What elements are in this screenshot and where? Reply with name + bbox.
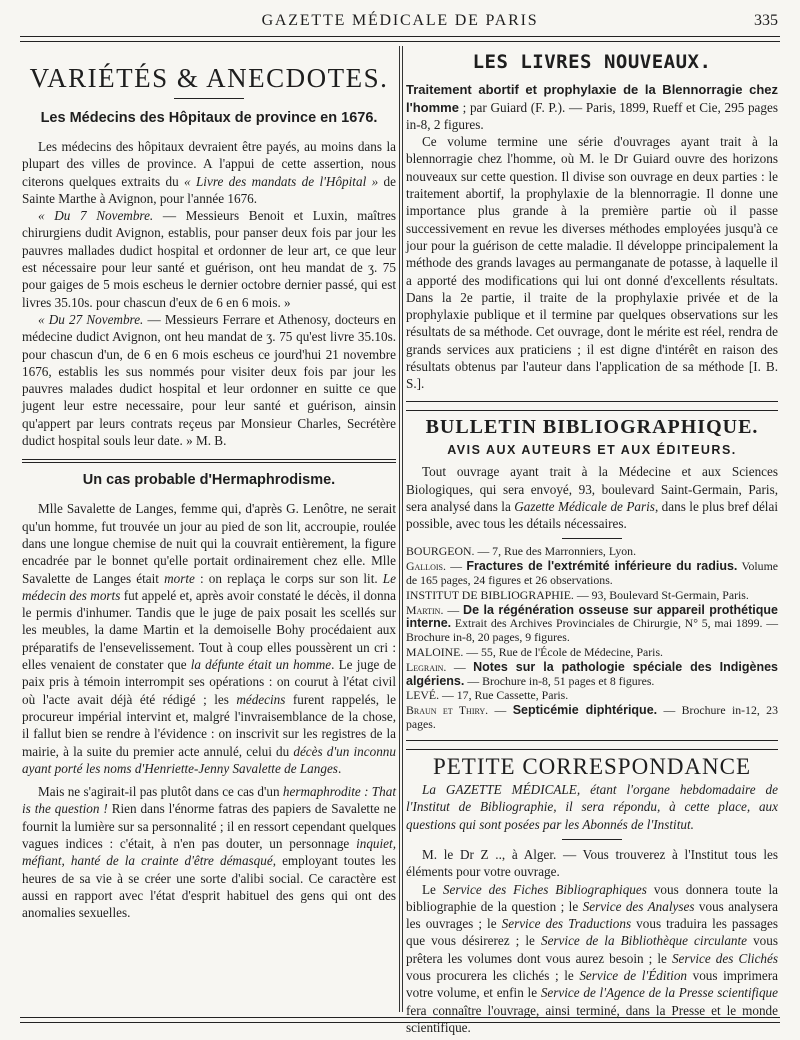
entry-details: Extrait des Archives Provinciales de Chirurgie, N° 5, mai 1899. — Brochure in-8, 20 pages, 9 figures.	[406, 616, 778, 645]
header-rule	[20, 36, 780, 37]
article-title-hermaphrodisme: Un cas probable d'Hermaphrodisme.	[82, 472, 336, 489]
section-divider-2	[406, 740, 778, 741]
book-entry: Traitement abortif et prophylaxie de la Blennorragie chez l'homme ; par Guiard (F. P.). — Paris, 1899, Rueff et Cie, 295 pages in-8, 2 figures.	[406, 82, 778, 132]
entry-details: — Brochure in-8, 51 pages et 8 figures.	[464, 673, 655, 688]
petite-paragraph-2: Le Service des Fiches Bibliographiques vous donnera toute la bibliographie de la question ; le Service des Analyses vous analysera les ouvrages ; le Service des Traductions vous traduira les passages que vous désirerez ; le Service de la Bibliothèque circulante vous prêtera les volumes dont vous aurez besoin ; le Service des Clichés vous procurera les clichés ; le Service de l'Édition vous imprimera votre volume, et enfin le Service de l'Agence de la Presse scientifique fera connaître l'ouvrage, ainsi terminé, dans la Presse et le monde scientifique.	[406, 881, 779, 1035]
bibliography-entry: Legrain. — Notes sur la pathologie spéciale des Indigènes algériens. — Brochure in-8, 51 pages et 8 figures.	[406, 659, 778, 688]
section-title-petite-correspondance: PETITE CORRESPONDANCE	[432, 753, 752, 779]
article1-paragraph-3: « Du 27 Novembre. — Messieurs Ferrare et Athenosy, docteurs en médecine dudict Avignon, ont heu mandat de ʒ. 75 qu'est livre 35.10s. pour chascun d'un, de 6 en 6 mois escheus ce jourd'hui 21 novembre 1676, establis les sus nommés pour visiter deux fois par jour les pauvres malades dudict hospital et leur ordonner en suitte ce que jugent leur estre necessaire, pour leur santé et guérison, ainsin qu'appert par leurs contrats reçeus par Monsieur Charles, Secrétère dudict hospital souls leur date. » M. B.	[22, 311, 396, 449]
publisher-line: MALOINE. — 55, Rue de l'École de Médecine, Paris.	[406, 645, 664, 659]
entry-title: Fractures de l'extrémité inférieure du radius.	[466, 559, 738, 574]
column-separator-2	[402, 46, 403, 1012]
bibliography-entry: Gallois. — Fractures de l'extrémité inférieure du radius. Volume de 165 pages, 24 figures et 26 observations.	[406, 559, 778, 588]
header-rule-thin	[20, 41, 780, 42]
entry-author: Martin.	[406, 602, 444, 617]
article1-paragraph-2: « Du 7 Novembre. — Messieurs Benoit et Luxin, maîtres chirurgiens dudit Avignon, establis, pour panser deux fois par jour les pauvres mallades dudict hospital et ordonner de leur art, ce que leur est nécessaire pour leur santé et guérison, ont heu mandat de ʒ. 75 pour gaiges de 5 mois escheus le dernier octobre dernier passé, qui est livres 35.10s. pour chascun d'eux de 6 en 6 mois. »	[22, 208, 396, 310]
bibliography-entry: Martin. — De la régénération osseuse sur appareil prothétique interne. Extrait des Archives Provinciales de Chirurgie, N° 5, mai 1899. — Brochure in-8, 20 pages, 9 figures.	[406, 602, 778, 645]
entry-details: — Brochure in-12, 23 pages.	[406, 703, 778, 731]
left-column	[22, 48, 396, 1014]
entry-author: Gallois.	[406, 559, 446, 574]
journal-title: GAZETTE MÉDICALE DE PARIS	[261, 12, 539, 29]
entry-title: Septicémie diphtérique.	[512, 703, 658, 718]
entry-title: Notes sur la pathologie spéciale des Indigènes algériens.	[406, 659, 778, 688]
publisher-line: LEVÉ. — 17, Rue Cassette, Paris.	[406, 688, 569, 703]
entry-title: De la régénération osseuse sur appareil prothétique interne.	[406, 602, 778, 631]
avis-heading: AVIS AUX AUTEURS ET AUX ÉDITEURS.	[447, 442, 737, 457]
section-title-varietes: VARIÉTÉS & ANECDOTES.	[29, 63, 389, 93]
article2-paragraph-1: Mlle Savalette de Langes, femme qui, d'après G. Lenôtre, ne serait qu'un homme, fut trouvée un jour au pied de son lit, accroupie, roulée dans une longue chemise de nuit qui la couvrait entièrement, la figure encadrée par le bonnet qu'elle portait ordinairement chez elle. Mlle Savalette de Langes était morte : on replaça le corps sur son lit. Le médecin des morts fut appelé et, après avoir constaté le décès, il donna le permis d'inhumer. Tandis que le juge de paix posait les scellés sur les meubles, la dame Martin et la demoiselle Bohy procédaient aux préparatifs de l'ensevelissement. Tout à coup elles poussèrent un cri : elles venaient de constater que la défunte était un homme. Le juge de paix pris à témoin interrompit ses opérations : on courut à l'état civil où l'acte avait déjà été rédigé ; les médecins furent rappelés, le procureur impérial intervint et, malgré l'invraisemblance de la chose, il fallut bien se rendre à l'évidence : on inscrivit sur les registres de la mairie, à la suite du premier acte annulé, celui du décès d'un inconnu ayant porté les noms d'Henriette-Jenny Savalette de Langes.	[22, 501, 397, 776]
publisher-line: BOURGEON. — 7, Rue des Marronniers, Lyon.	[406, 544, 637, 559]
title-rule	[174, 98, 244, 99]
page-header	[20, 10, 780, 34]
right-column	[406, 48, 779, 1035]
entry-author: Legrain.	[406, 659, 447, 674]
book-review: Ce volume termine une série d'ouvrages ayant trait à la blennorragie chez l'homme, où M. le Dr Guiard ouvre des horizons nouveaux sur cette question. Il divise son ouvrage en deux parties : le traitement abortif, la prophylaxie de la blennorragie. Il donne une importance plus grande à la première partie où il passe successivement en revue les diverses méthodes employées jusqu'à ce jour pour la guérison de cette maladie. Il développe principalement la méthode des grands lavages au permanganate de potasse, à laquelle il a apporté des modifications qui lui ont donné d'excellents résultats. Dans la 2e partie, il traite de la prophylaxie privée et de la prophylaxie publique et il termine par quelques observations sur les résultats de sa méthode. Cet ouvrage, dont le mérite est réel, rendra de grands services aux praticiens ; il est digne d'intérêt en raison des résultats obtenus par l'auteur dans l'application de sa méthode [I. B. S.].	[406, 134, 778, 392]
footer-rule	[20, 1017, 780, 1018]
section-title-livres: LES LIVRES NOUVEAUX.	[472, 51, 712, 73]
publisher-line: INSTITUT DE BIBLIOGRAPHIE. — 93, Boulevard St-Germain, Paris.	[406, 587, 749, 602]
section-divider	[406, 401, 778, 402]
section-title-bulletin: BULLETIN BIBLIOGRAPHIQUE.	[425, 415, 759, 438]
entry-author: Braun et Thiry.	[406, 703, 489, 718]
petite-paragraph-1: M. le Dr Z .., à Alger. — Vous trouverez à l'Institut tous les éléments pour votre ouvrage.	[406, 846, 778, 880]
footer-rule-thick	[20, 1022, 780, 1023]
avis-text: Tout ouvrage ayant trait à la Médecine et aux Sciences Biologiques, qui sera envoyé, 93, boulevard Saint-Germain, Paris, sera analysé dans la Gazette Médicale de Paris, dans le plus bref délai possible, avec tous les détails nécessaires.	[406, 464, 778, 532]
article-divider	[22, 459, 396, 463]
article1-paragraph-1: Les médecins des hôpitaux devraient être payés, au moins dans la plupart des villes de province. A l'appui de cette assertion, nous citerons quelques extraits du « Livre des mandats de l'Hôpital » de Sainte Marthe à Avignon, pour l'année 1676.	[22, 139, 396, 206]
column-separator	[399, 46, 400, 1012]
article2-paragraph-2: Mais ne s'agirait-il pas plutôt dans ce cas d'un hermaphrodite : That is the question ! Rien dans l'énorme fatras des papiers de Savalette ne fournit la lumière sur sa personnalité ; il en ressort cependant quelques vagues indices : c'était, à n'en pas douter, un personnage inquiet, méfiant, hanté de la crainte d'être démasqué, employant toutes les heures de sa vie à se créer une sorte d'alibi social. Ce caractère est aussi en rapport avec l'état d'esprit habituel des gens qui ont des anomalies sexuelles.	[22, 784, 396, 921]
entry-details: Volume de 165 pages, 24 figures et 26 observations.	[406, 559, 778, 588]
book-title: Traitement abortif et prophylaxie de la Blennorragie chez l'homme	[406, 82, 778, 115]
bibliography-list	[406, 545, 778, 731]
article-title-medecins: Les Médecins des Hôpitaux de province en 1676.	[40, 110, 378, 126]
page-number: 335	[754, 12, 778, 29]
petite-intro: La GAZETTE MÉDICALE, étant l'organe hebdomadaire de l'Institut de Bibliographie, il sera répondu, à cette place, aux questions qui sont posées par les Abonnés de l'Institut.	[406, 782, 778, 832]
bibliography-entry: Braun et Thiry. — Septicémie diphtérique. — Brochure in-12, 23 pages.	[406, 703, 778, 731]
